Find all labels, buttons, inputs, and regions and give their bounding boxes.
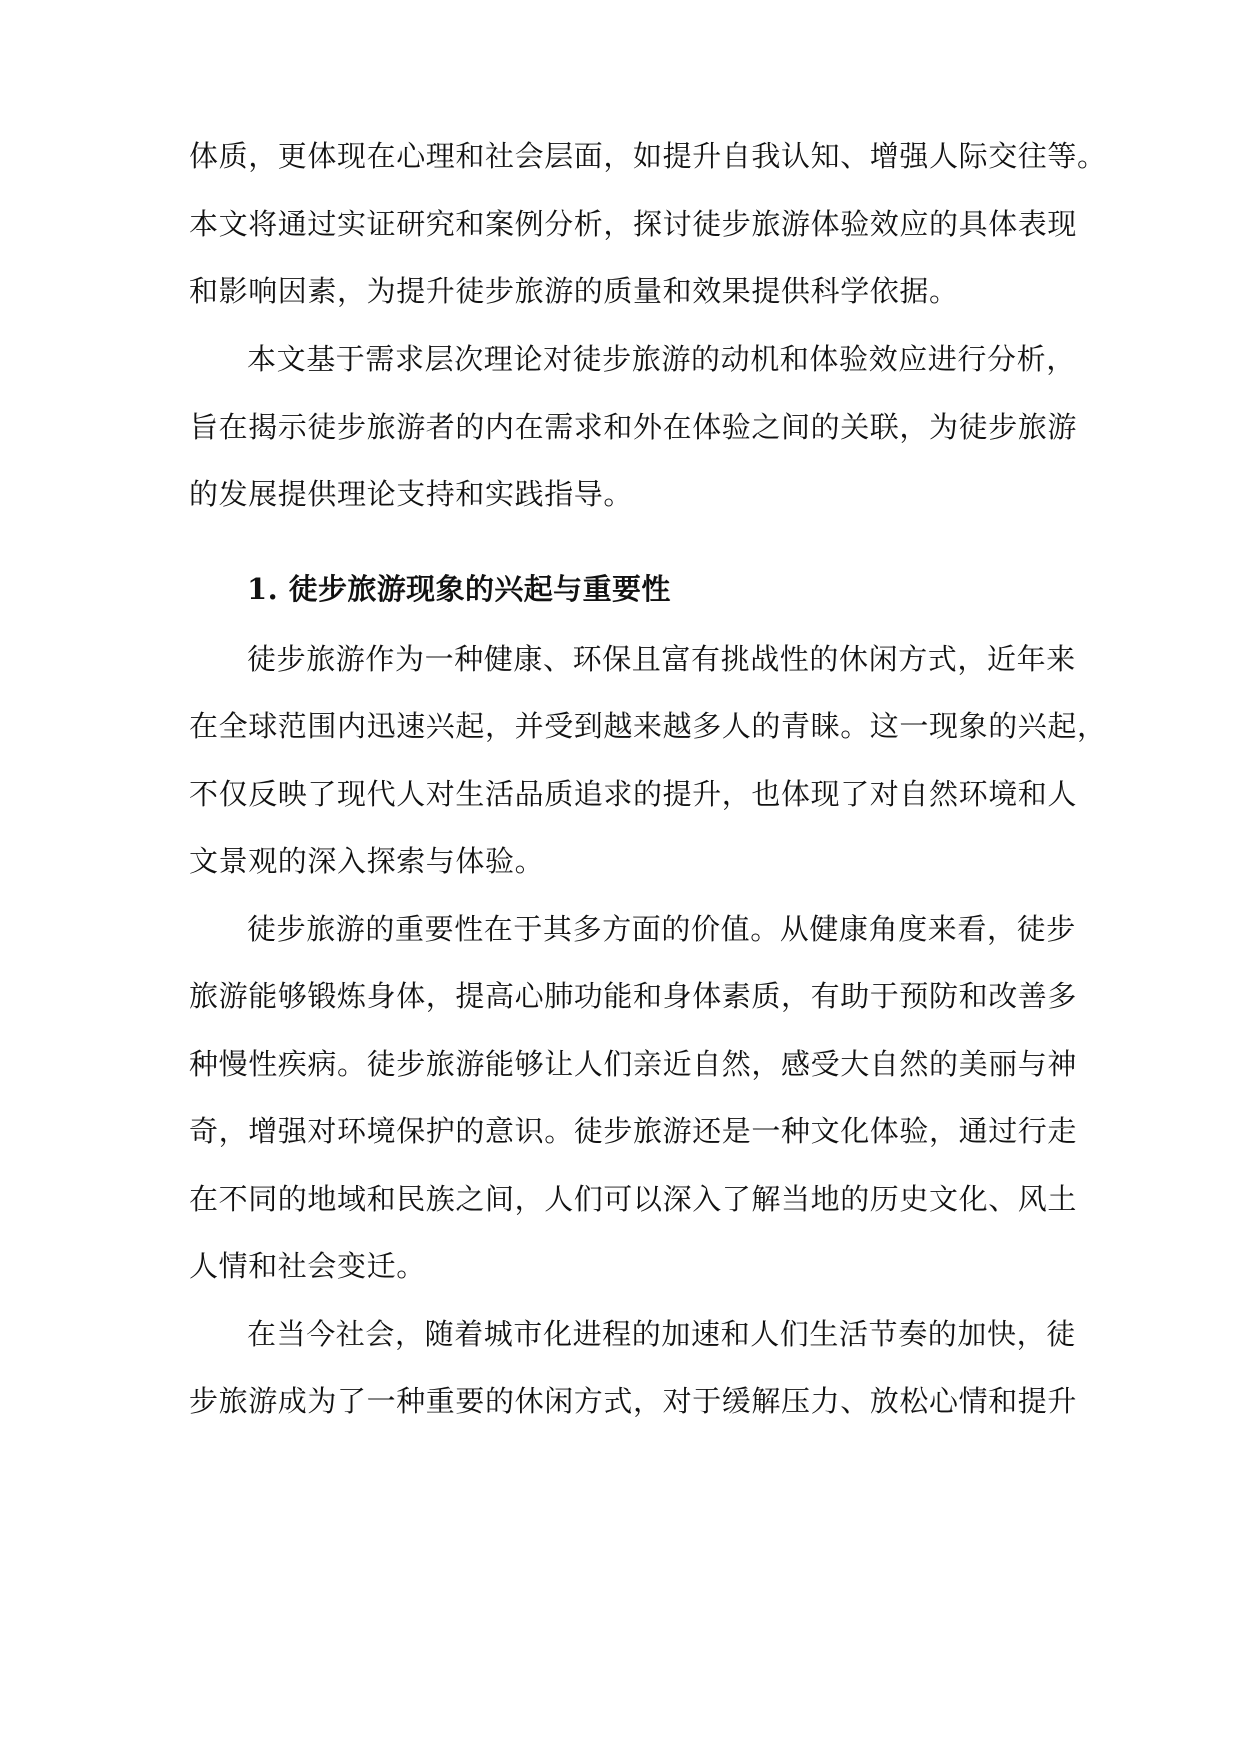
- paragraph-3-line-4: 文景观的深入探索与体验。: [189, 844, 545, 878]
- paragraph-1-line-3: 和影响因素，为提升徒步旅游的质量和效果提供科学依据。: [189, 274, 959, 308]
- section-heading: 1. 徒步旅游现象的兴起与重要性: [247, 572, 671, 606]
- paragraph-4-line-5: 在不同的地域和民族之间，人们可以深入了解当地的历史文化、风土: [189, 1182, 1078, 1216]
- paragraph-5-line-1: 在当今社会，随着城市化进程的加速和人们生活节奏的加快，徒: [247, 1317, 1076, 1351]
- paragraph-1-line-2: 本文将通过实证研究和案例分析，探讨徒步旅游体验效应的具体表现: [189, 207, 1078, 241]
- paragraph-4-line-1: 徒步旅游的重要性在于其多方面的价值。从健康角度来看，徒步: [247, 912, 1076, 946]
- paragraph-5-line-2: 步旅游成为了一种重要的休闲方式，对于缓解压力、放松心情和提升: [189, 1384, 1078, 1418]
- paragraph-4-line-4: 奇，增强对环境保护的意识。徒步旅游还是一种文化体验，通过行走: [189, 1114, 1078, 1148]
- paragraph-3-line-2: 在全球范围内迅速兴起，并受到越来越多人的青睐。这一现象的兴起，: [189, 709, 1107, 743]
- paragraph-2-line-3: 的发展提供理论支持和实践指导。: [189, 477, 634, 511]
- paragraph-2-line-1: 本文基于需求层次理论对徒步旅游的动机和体验效应进行分析，: [247, 342, 1076, 376]
- paragraph-4-line-3: 种慢性疾病。徒步旅游能够让人们亲近自然，感受大自然的美丽与神: [189, 1047, 1078, 1081]
- paragraph-4-line-6: 人情和社会变迁。: [189, 1249, 426, 1283]
- paragraph-2-line-2: 旨在揭示徒步旅游者的内在需求和外在体验之间的关联，为徒步旅游: [189, 410, 1078, 444]
- paragraph-1-line-1: 体质，更体现在心理和社会层面，如提升自我认知、增强人际交往等。: [189, 139, 1107, 173]
- paragraph-3-line-1: 徒步旅游作为一种健康、环保且富有挑战性的休闲方式，近年来: [247, 642, 1076, 676]
- paragraph-4-line-2: 旅游能够锻炼身体，提高心肺功能和身体素质，有助于预防和改善多: [189, 979, 1078, 1013]
- paragraph-3-line-3: 不仅反映了现代人对生活品质追求的提升，也体现了对自然环境和人: [189, 777, 1078, 811]
